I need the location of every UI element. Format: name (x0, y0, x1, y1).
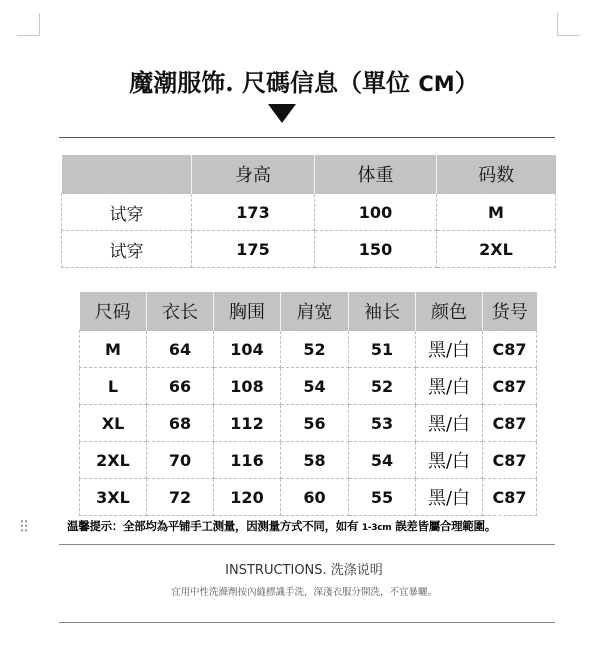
fit-table (61, 155, 556, 268)
page-title (0, 63, 608, 98)
table-cell: C87 (483, 479, 537, 516)
page-corner-mark-right (557, 13, 580, 36)
fit-header-cell (62, 155, 192, 194)
table-cell: 黑/白 (416, 331, 483, 368)
table-row (80, 368, 537, 405)
instructions-description: 宜用中性洗滌劑按內縫標識手洗，深淺衣服分開洗，不宜暴曬。 (170, 587, 437, 598)
size-header-cell: 货号 (483, 292, 537, 331)
table-row (62, 231, 556, 268)
table-cell: 52 (281, 331, 349, 368)
footer-divider-bottom (59, 622, 555, 623)
table-cell: 试穿 (62, 194, 192, 231)
table-cell: 54 (349, 442, 416, 479)
table-cell: 60 (281, 479, 349, 516)
table-cell: 58 (281, 442, 349, 479)
table-cell: 黑/白 (416, 405, 483, 442)
size-table (79, 292, 537, 516)
table-cell: 51 (349, 331, 416, 368)
table-cell: 53 (349, 405, 416, 442)
tip-range: 1-3cm (361, 523, 392, 533)
table-cell: 116 (214, 442, 281, 479)
table-cell: 56 (281, 405, 349, 442)
table-cell: 72 (147, 479, 214, 516)
table-cell: 64 (147, 331, 214, 368)
drag-handle-icon[interactable] (20, 519, 28, 532)
fit-header-cell: 码数 (437, 155, 556, 194)
table-cell: 175 (192, 231, 315, 268)
table-cell: 104 (214, 331, 281, 368)
size-table-header (80, 292, 537, 331)
table-cell: 52 (349, 368, 416, 405)
table-cell: 150 (315, 231, 437, 268)
table-cell: 70 (147, 442, 214, 479)
table-cell: 112 (214, 405, 281, 442)
table-cell: C87 (483, 405, 537, 442)
table-cell: 2XL (437, 231, 556, 268)
fit-header-cell: 体重 (315, 155, 437, 194)
table-cell: C87 (483, 442, 537, 479)
size-header-cell: 衣长 (147, 292, 214, 331)
table-cell: 173 (192, 194, 315, 231)
tip-text-end: 誤差皆屬合理範圍。 (391, 519, 496, 533)
table-row (80, 479, 537, 516)
title-main: 魔潮服饰. 尺碼信息（單位 (129, 68, 419, 97)
table-cell: 黑/白 (416, 479, 483, 516)
footer-divider-top (59, 544, 555, 545)
table-cell: XL (80, 405, 147, 442)
table-cell: L (80, 368, 147, 405)
table-row (80, 405, 537, 442)
table-cell: 100 (315, 194, 437, 231)
page-corner-mark-left (17, 13, 40, 36)
table-row (62, 194, 556, 231)
table-cell: 120 (214, 479, 281, 516)
table-cell: 试穿 (62, 231, 192, 268)
table-cell: 66 (147, 368, 214, 405)
tip-text: 温馨提示：全部均為平铺手工测量，因测量方式不同，如有 (67, 519, 362, 533)
table-cell: 3XL (80, 479, 147, 516)
table-cell: 2XL (80, 442, 147, 479)
instructions-title: INSTRUCTIONS. 洗涤说明 (225, 563, 383, 578)
table-row (80, 331, 537, 368)
table-cell: 黑/白 (416, 368, 483, 405)
table-cell: 108 (214, 368, 281, 405)
table-cell: M (437, 194, 556, 231)
title-divider (59, 137, 555, 138)
size-header-cell: 肩宽 (281, 292, 349, 331)
fit-header-cell: 身高 (192, 155, 315, 194)
measurement-tip (67, 518, 496, 534)
table-cell: 55 (349, 479, 416, 516)
table-cell: M (80, 331, 147, 368)
fit-table-header (62, 155, 556, 194)
size-header-cell: 颜色 (416, 292, 483, 331)
down-arrow-icon (268, 104, 296, 123)
table-cell: C87 (483, 368, 537, 405)
table-cell: 68 (147, 405, 214, 442)
table-cell: 54 (281, 368, 349, 405)
table-row (80, 442, 537, 479)
size-header-cell: 尺码 (80, 292, 147, 331)
size-header-cell: 袖长 (349, 292, 416, 331)
size-header-cell: 胸围 (214, 292, 281, 331)
table-cell: 黑/白 (416, 442, 483, 479)
table-cell: C87 (483, 331, 537, 368)
title-close: ） (454, 68, 479, 97)
title-unit: CM (418, 72, 455, 96)
